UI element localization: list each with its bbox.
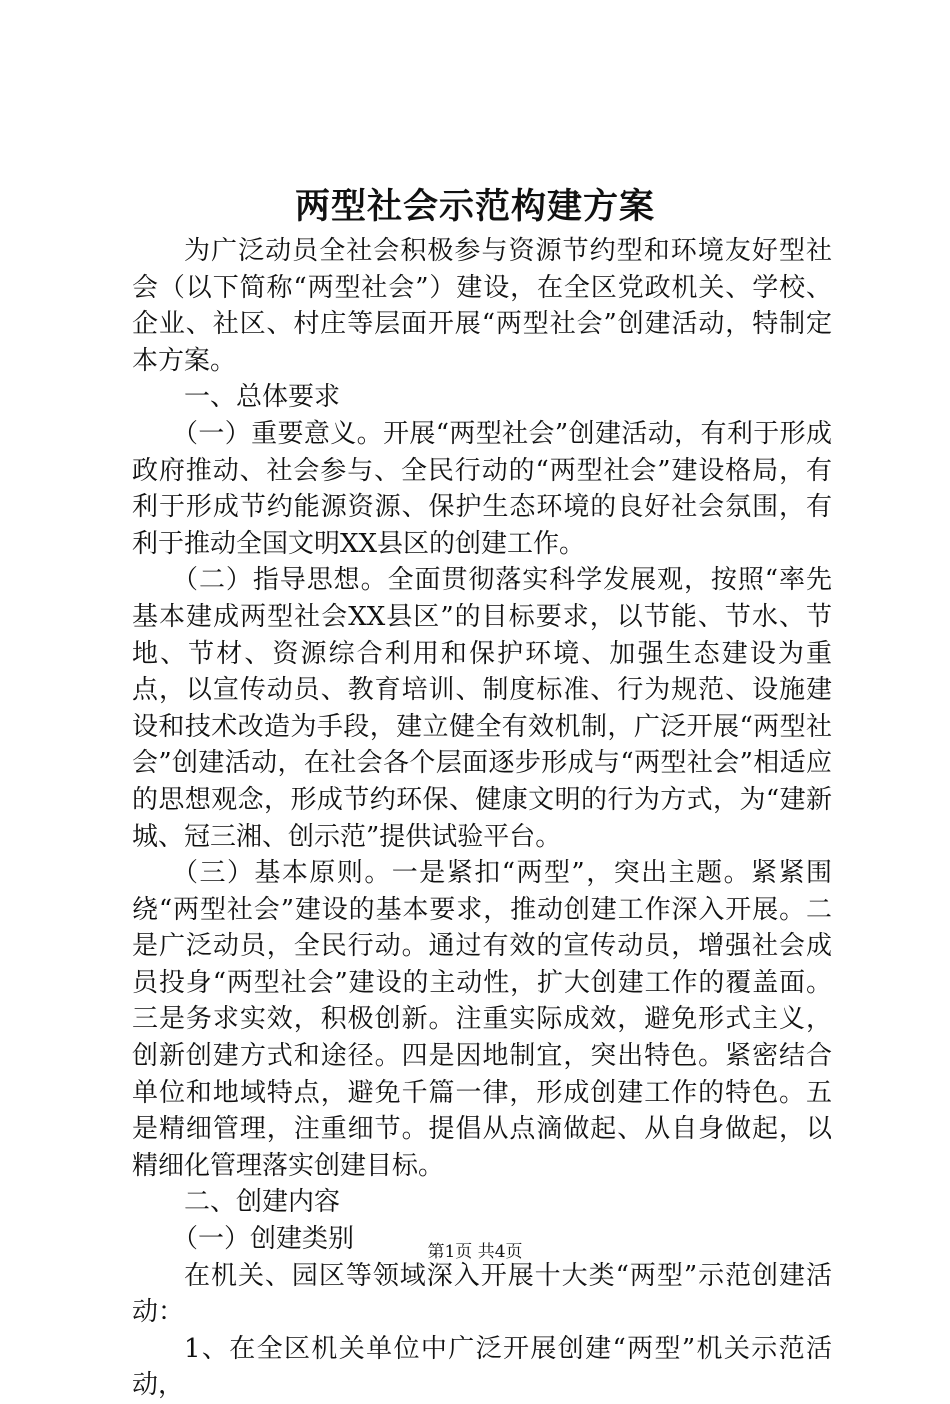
paragraph-guiding-ideology: （二）指导思想。全面贯彻落实科学发展观，按照“率先基本建成两型社会XX县区”的目标要求，以节能、节水、节地、节材、资源综合利用和保护环境、加强生态建设为重点，以宣传动员、教育培训、制度标准、行为规范、设施建设和技术改造为手段，建立健全有效机制，广泛开展“两型社会”创建活动，在社会各个层面逐步形成与“两型社会”相适应的思想观念，形成节约环保、健康文明的行为方式，为“建新城、冠三湘、创示范”提供试验平台。	[132, 565, 832, 852]
list-item-1: 1、在全区机关单位中广泛开展创建“两型”机关示范活动，	[132, 1333, 832, 1401]
paragraph-basic-principles: （三）基本原则。一是紧扣“两型”，突出主题。紧紧围绕“两型社会”建设的基本要求，推动创建工作深入开展。二是广泛动员，全民行动。通过有效的宣传动员，增强社会成员投身“两型社会”建设的主动性，扩大创建工作的覆盖面。三是务求实效，积极创新。注重实际成效，避免形式主义，创新创建方式和途径。四是因地制宜，突出特色。紧密结合单位和地域特点，避免千篇一律，形成创建工作的特色。五是精细管理，注重细节。提倡从点滴做起、从自身做起，以精细化管理落实创建目标。	[132, 858, 832, 1181]
paragraph-significance: （一）重要意义。开展“两型社会”创建活动，有利于形成政府推动、社会参与、全民行动的“两型社会”建设格局，有利于形成节约能源资源、保护生态环境的良好社会氛围，有利于推动全国文明XX县区的创建工作。	[132, 418, 832, 559]
document-body	[132, 233, 832, 1404]
page-number-footer: 第1页 共4页	[427, 1242, 523, 1262]
document-title: 两型社会示范构建方案	[294, 186, 655, 227]
intro-paragraph: 为广泛动员全社会积极参与资源节约型和环境友好型社会（以下简称“两型社会”）建设，在全区党政机关、学校、企业、社区、村庄等层面开展“两型社会”创建活动，特制定本方案。	[132, 236, 832, 376]
subsection-heading-categories: （一）创建类别	[172, 1224, 355, 1255]
paragraph-categories-intro: 在机关、园区等领域深入开展十大类“两型”示范创建活动：	[132, 1260, 832, 1328]
section-heading-general-requirements: 一、总体要求	[184, 382, 341, 413]
section-heading-content: 二、创建内容	[184, 1187, 341, 1218]
